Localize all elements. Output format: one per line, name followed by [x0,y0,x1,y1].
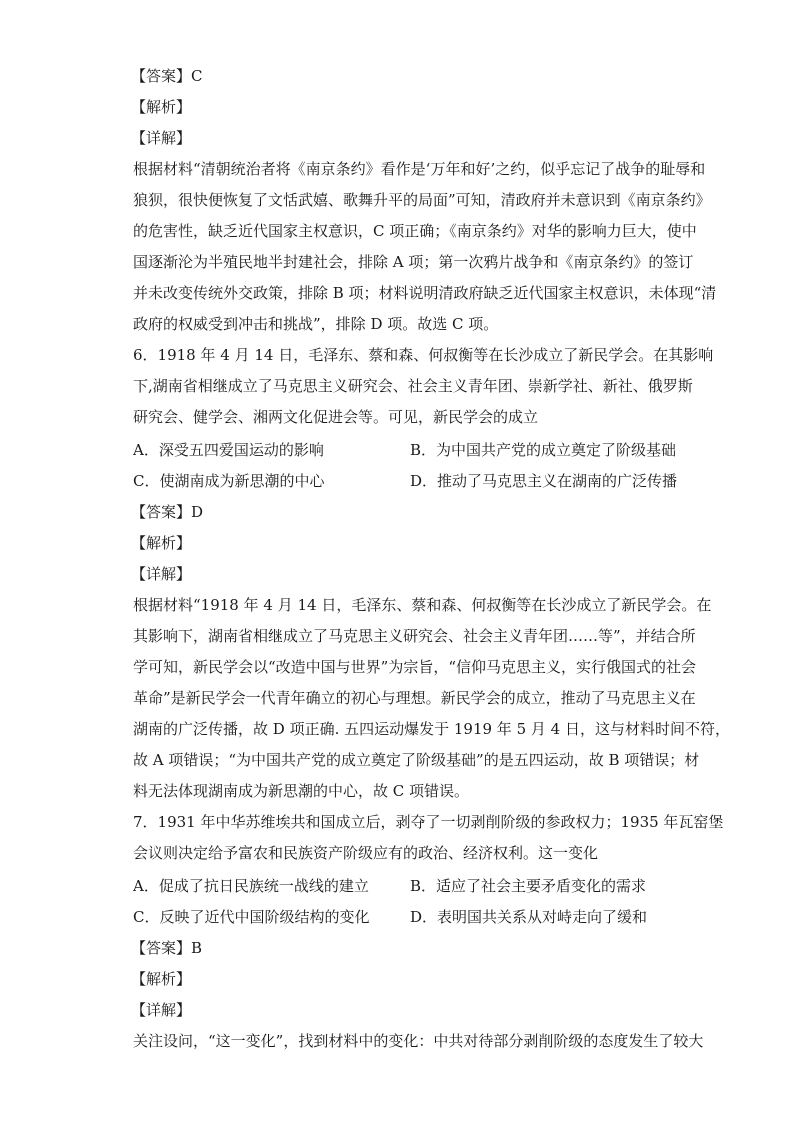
question-6-stem: 研究会、健学会、湘两文化促进会等。可见，新民学会的成立 [133,408,539,426]
detail-label-q5: 【详解】 [131,129,192,147]
answer-label-q5: 【答案】C [131,67,203,85]
answer-label-q6: 【答案】D [131,503,204,521]
answer-label-q7: 【答案】B [131,939,203,957]
explain-line-q5: 根据材料“清朝统治者将《南京条约》看作是‘万年和好’之约，似乎忘记了战争的耻辱和 [133,160,706,178]
q7-option-b: B．适应了社会主要矛盾变化的需求 [410,877,647,895]
explain-line-q6: 其影响下，湖南省相继成立了马克思主义研究会、社会主义青年团……等”，并结合所 [133,627,696,645]
q6-option-d: D．推动了马克思主义在湖南的广泛传播 [410,472,678,490]
explain-line-q5: 并未改变传统外交政策，排除 B 项；材料说明清政府缺乏近代国家主权意识，未体现“清 [133,284,717,302]
explain-line-q6: 学可知，新民学会以“改造中国与世界”为宗旨，“信仰马克思主义，实行俄国式的社会 [133,658,697,676]
q7-option-a: A．促成了抗日民族统一战线的建立 [133,877,369,895]
question-6-stem: 6．1918 年 4 月 14 日，毛泽东、蔡和森、何叔衡等在长沙成立了新民学会。在其影响 [133,346,714,364]
explain-line-q5: 政府的权威受到冲击和挑战”，排除 D 项。故选 C 项。 [133,315,499,333]
explain-line-q7: 关注设问，“这一变化”，找到材料中的变化：中共对待部分剥削阶级的态度发生了较大 [133,1032,704,1050]
question-6-stem: 下,湖南省相继成立了马克思主义研究会、社会主义青年团、崇新学社、新社、俄罗斯 [133,377,693,395]
q7-option-d: D．表明国共关系从对峙走向了缓和 [410,908,648,926]
parse-label-q7: 【解析】 [131,970,192,988]
question-7-stem: 7．1931 年中华苏维埃共和国成立后，剥夺了一切剥削阶级的参政权力；1935 年瓦窑堡 [133,813,724,831]
q7-option-c: C．反映了近代中国阶级结构的变化 [133,908,370,926]
explain-line-q5: 的危害性，缺乏近代国家主权意识，C 项正确；《南京条约》对华的影响力巨大，使中 [133,222,697,240]
explain-line-q6: 根据材料“1918 年 4 月 14 日，毛泽东、蔡和森、何叔衡等在长沙成立了新民学会。在 [133,596,712,614]
question-7-stem: 会议则决定给予富农和民族资产阶级应有的政治、经济权利。这一变化 [133,844,599,862]
detail-label-q7: 【详解】 [131,1001,192,1019]
q6-option-a: A．深受五四爱国运动的影响 [133,441,324,459]
explain-line-q6: 湖南的广泛传播，故 D 项正确. 五四运动爆发于 1919 年 5 月 4 日，这与材料时间不符， [133,720,730,738]
explain-line-q5: 狼狈，很快便恢复了文恬武嬉、歌舞升平的局面”可知，清政府并未意识到《南京条约》 [133,191,711,209]
detail-label-q6: 【详解】 [131,565,192,583]
q6-option-b: B．为中国共产党的成立奠定了阶级基础 [410,441,677,459]
parse-label-q5: 【解析】 [131,98,192,116]
explain-line-q6: 故 A 项错误；“为中国共产党的成立奠定了阶级基础”的是五四运动，故 B 项错误；材 [133,751,700,769]
explain-line-q5: 国逐渐沦为半殖民地半封建社会，排除 A 项；第一次鸦片战争和《南京条约》的签订 [133,253,694,271]
parse-label-q6: 【解析】 [131,534,192,552]
explain-line-q6: 革命”是新民学会一代青年确立的初心与理想。新民学会的成立，推动了马克思主义在 [133,689,696,707]
q6-option-c: C．使湖南成为新思潮的中心 [133,472,325,490]
explain-line-q6: 料无法体现湖南成为新思潮的中心，故 C 项错误。 [133,782,470,800]
